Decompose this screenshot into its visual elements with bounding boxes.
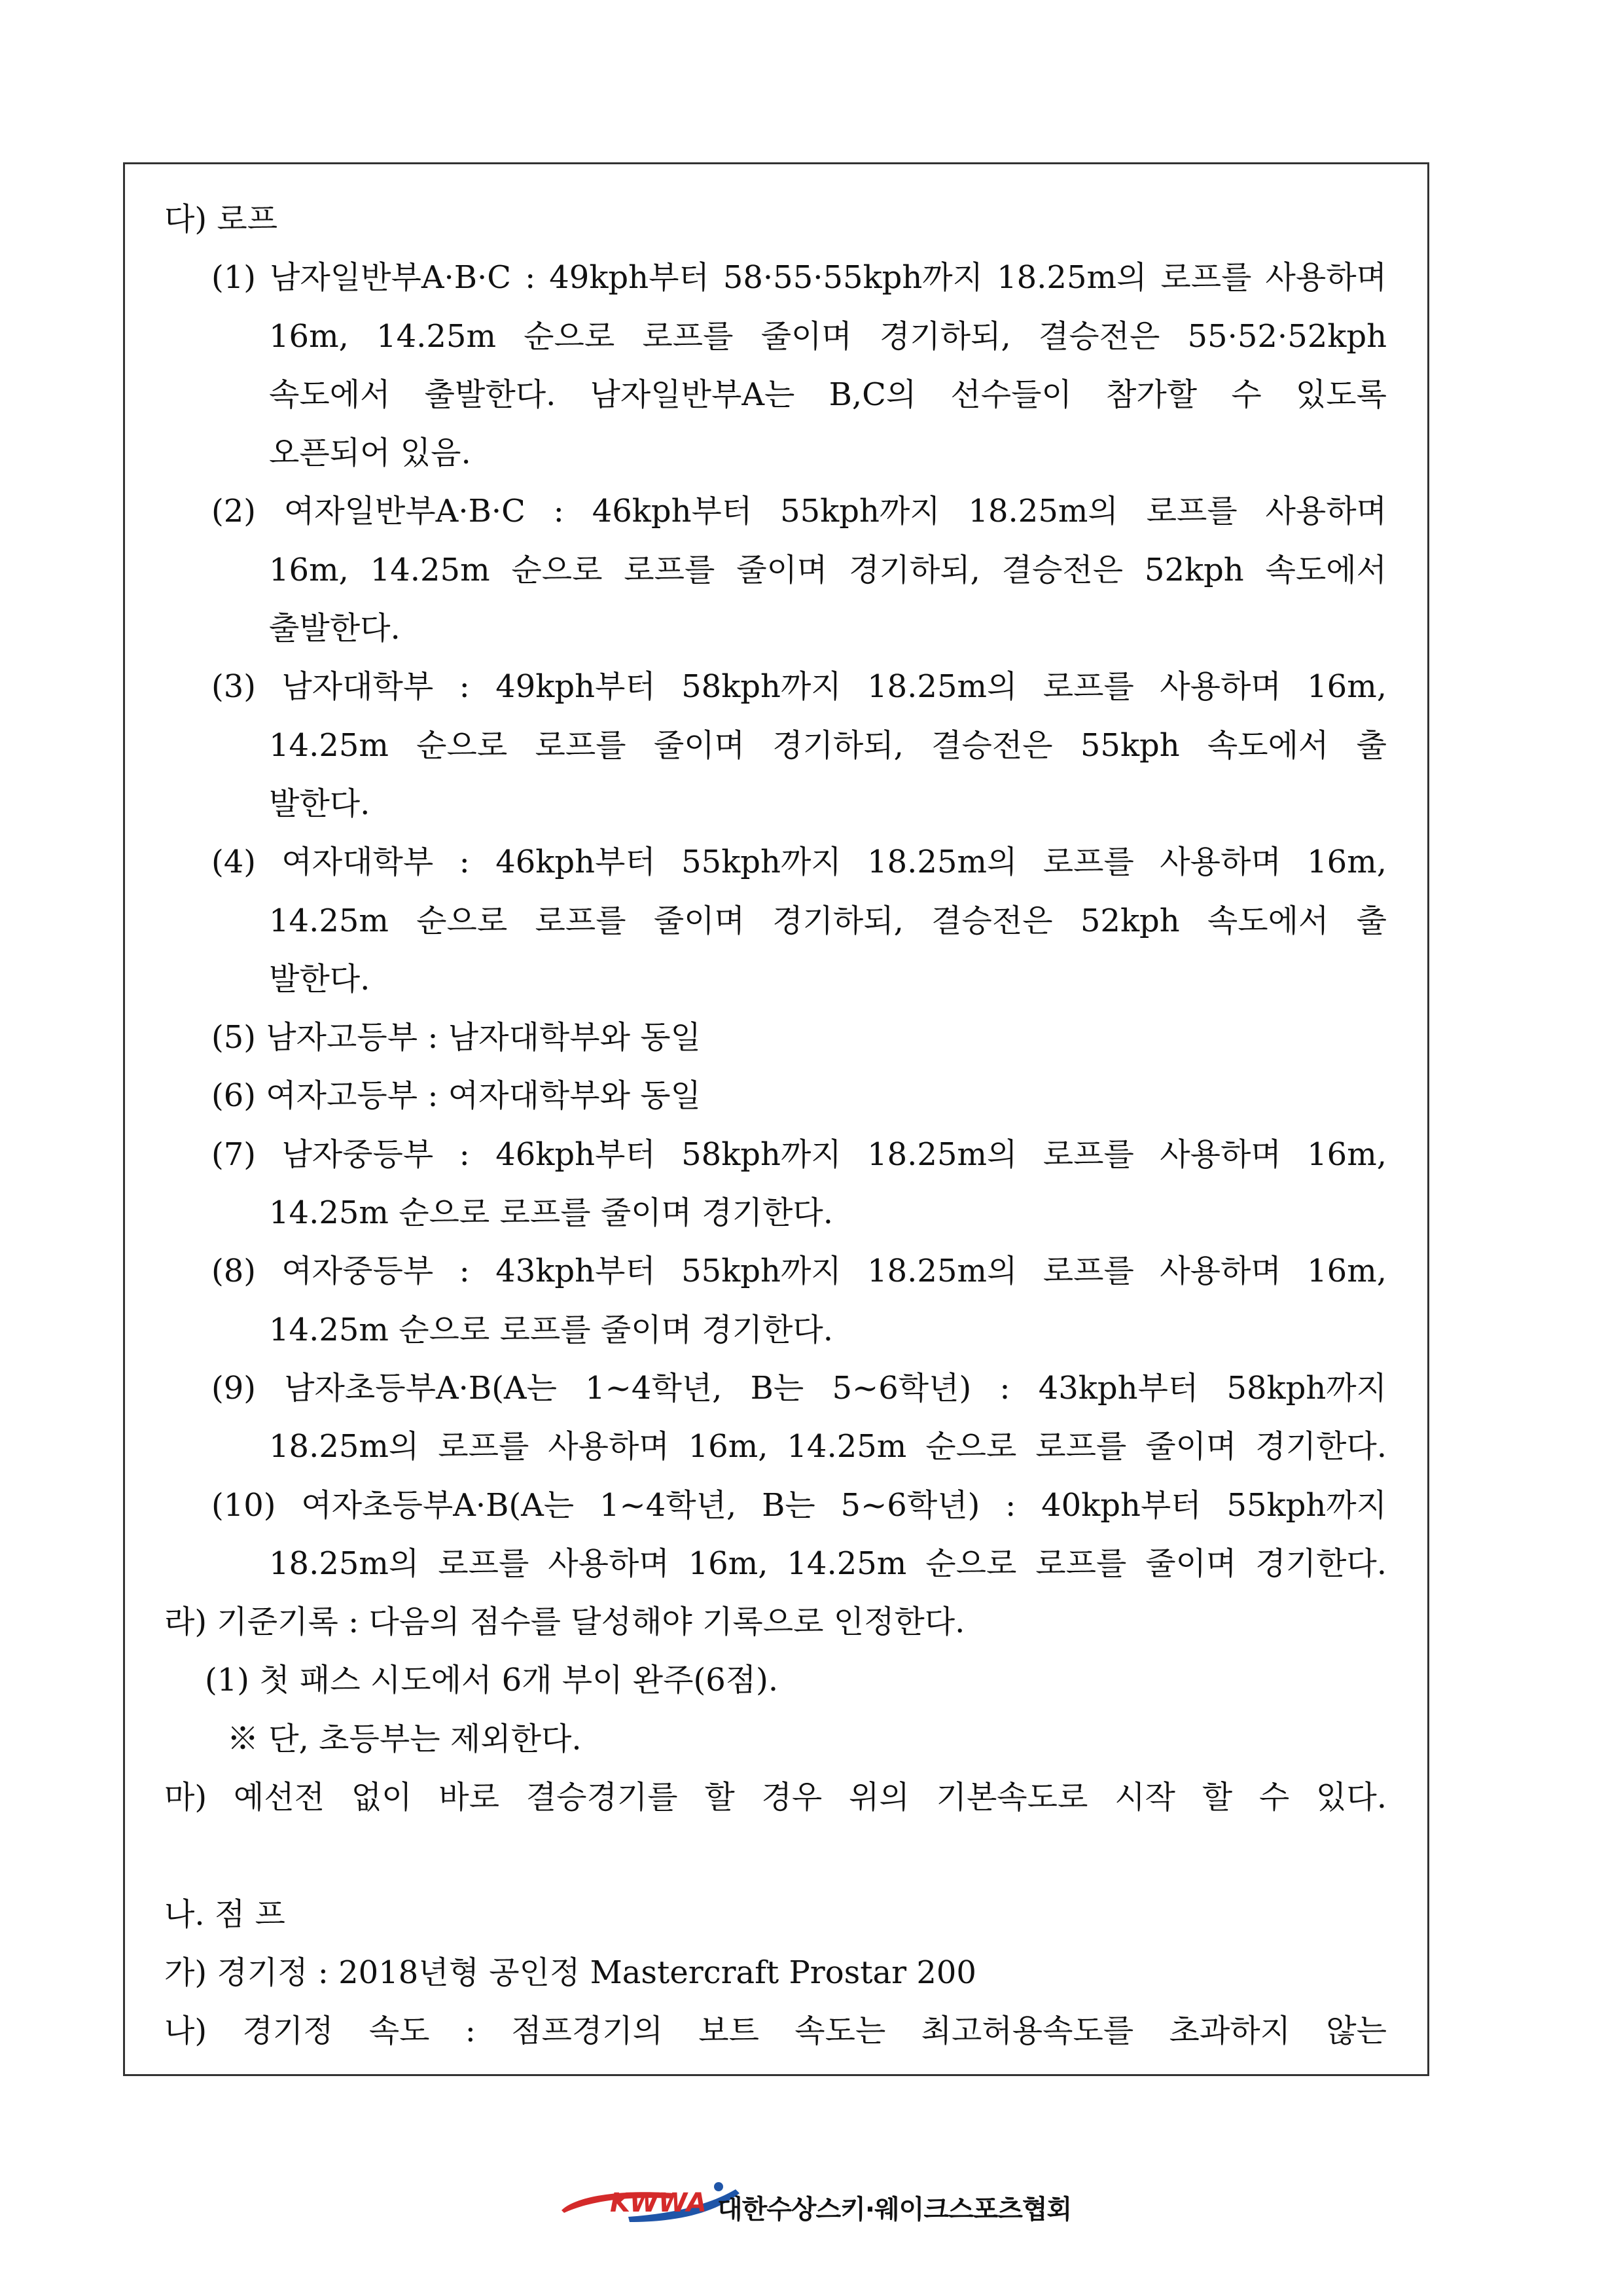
document-body xyxy=(164,190,1387,2061)
text-line: 16m, 14.25m 순으로 로프를 줄이며 경기하되, 결승전은 52kph 속도에서 xyxy=(269,551,1387,588)
text-line: (3) 남자대학부 : 49kph부터 58kph까지 18.25m의 로프를 사용하며 16m, xyxy=(211,668,1387,706)
text-line: 14.25m 순으로 로프를 줄이며 경기한다. xyxy=(269,1311,834,1348)
text-line: 발한다. xyxy=(269,960,370,997)
text-line: 16m, 14.25m 순으로 로프를 줄이며 경기하되, 결승전은 55·52·52kph xyxy=(269,317,1387,355)
text-line: (4) 여자대학부 : 46kph부터 55kph까지 18.25m의 로프를 사용하며 16m, xyxy=(211,844,1387,881)
text-line: (1) 남자일반부A·B·C : 49kph부터 58·55·55kph까지 18.25m의 로프를 사용하며 xyxy=(211,259,1387,296)
text-line: (2) 여자일반부A·B·C : 46kph부터 55kph까지 18.25m의 로프를 사용하며 xyxy=(211,493,1387,530)
text-line: ※ 단, 초등부는 제외한다. xyxy=(227,1720,582,1757)
text-line: (8) 여자중등부 : 43kph부터 55kph까지 18.25m의 로프를 사용하며 16m, xyxy=(211,1253,1387,1290)
logo-text: KWWA xyxy=(610,2188,707,2218)
text-line: 발한다. xyxy=(269,785,370,822)
text-line: 출발한다. xyxy=(269,610,401,647)
text-line: 라) 기준기록 : 다음의 점수를 달성해야 기록으로 인정한다. xyxy=(164,1604,965,1641)
organization-name: 대한수상스키·웨이크스포츠협회 xyxy=(717,2194,1072,2225)
text-line: 18.25m의 로프를 사용하며 16m, 14.25m 순으로 로프를 줄이며 경기한다. xyxy=(269,1545,1387,1582)
text-line: (7) 남자중등부 : 46kph부터 58kph까지 18.25m의 로프를 사용하며 16m, xyxy=(211,1136,1387,1173)
text-line xyxy=(164,1827,1387,1885)
text-line: (6) 여자고등부 : 여자대학부와 동일 xyxy=(211,1077,701,1115)
text-line: 마) 예선전 없이 바로 결승경기를 할 경우 위의 기본속도로 시작 할 수 있다. xyxy=(164,1779,1387,1816)
text-line: 14.25m 순으로 로프를 줄이며 경기한다. xyxy=(269,1194,834,1232)
text-line: 가) 경기정 : 2018년형 공인정 Mastercraft Prostar 200 xyxy=(164,1954,976,1991)
text-line: 14.25m 순으로 로프를 줄이며 경기하되, 결승전은 55kph 속도에서 출 xyxy=(269,726,1387,764)
text-line: (9) 남자초등부A·B(A는 1~4학년, B는 5~6학년) : 43kph부터 58kph까지 xyxy=(211,1369,1387,1407)
text-line: 14.25m 순으로 로프를 줄이며 경기하되, 결승전은 52kph 속도에서 출 xyxy=(269,902,1387,939)
text-line: (5) 남자고등부 : 남자대학부와 동일 xyxy=(211,1019,701,1056)
text-line: 나. 점 프 xyxy=(164,1895,285,1933)
text-line: 속도에서 출발한다. 남자일반부A는 B,C의 선수들이 참가할 수 있도록 xyxy=(269,376,1387,413)
text-line: (10) 여자초등부A·B(A는 1~4학년, B는 5~6학년) : 40kph부터 55kph까지 xyxy=(211,1486,1387,1524)
footer xyxy=(550,2173,1086,2232)
text-line: 오픈되어 있음. xyxy=(269,435,471,472)
document-frame xyxy=(123,162,1429,2076)
text-line: 나) 경기정 속도 : 점프경기의 보트 속도는 최고허용속도를 초과하지 않는 xyxy=(164,2013,1387,2050)
text-line: (1) 첫 패스 시도에서 6개 부이 완주(6점). xyxy=(205,1662,779,1699)
kwwa-logo xyxy=(550,2176,746,2229)
text-line: 다) 로프 xyxy=(164,201,278,238)
text-line: 18.25m의 로프를 사용하며 16m, 14.25m 순으로 로프를 줄이며 경기한다. xyxy=(269,1428,1387,1465)
